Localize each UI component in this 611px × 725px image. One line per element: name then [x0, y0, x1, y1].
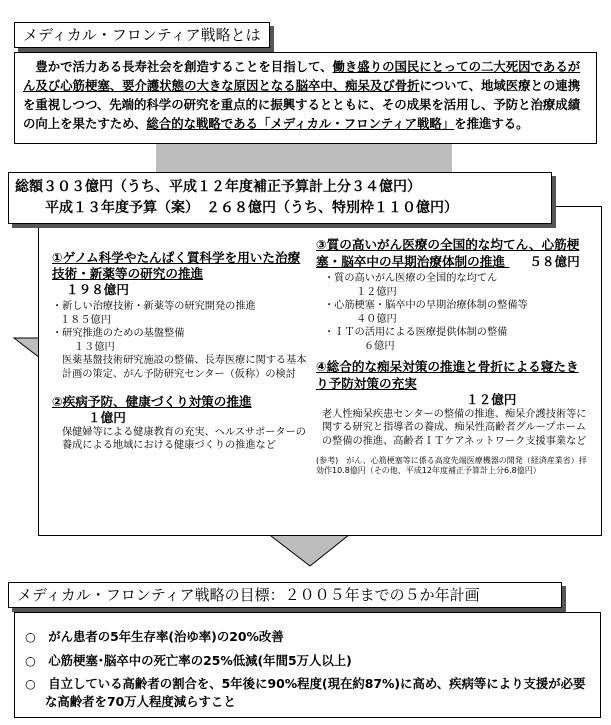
- summary-part-5: を推進する。: [454, 116, 529, 131]
- section-3-bullet-3-amount: ６億円: [364, 340, 395, 352]
- budget-total: 総額３０３億円（うち、平成１２年度補正予算計上分３４億円）: [15, 179, 421, 195]
- section-2-detail: 保健婦等による健康教育の充実、ヘルスサポーターの養成による地域における健康づくりの推進など: [62, 426, 306, 452]
- budget-header-box: [8, 172, 552, 224]
- section-1-heading: ①ゲノム科学やたんぱく質科学を用いた治療技術・新薬等の研究の推進: [52, 250, 301, 281]
- goal-box: [14, 612, 601, 718]
- strategy-title-box: [14, 22, 270, 48]
- section-1-bullet-2: ・研究推進のための基盤整備: [52, 328, 185, 340]
- section-3-bullet-2-amount: ４０億円: [356, 313, 397, 325]
- goal-item-1: ○ がん患者の5年生存率(治ゆ率)の20%改善: [25, 629, 284, 644]
- section-1-bullet-2-amount: １３億円: [74, 341, 115, 353]
- section-3-bullet-2: ・心筋梗塞・脳卒中の早期治療体制の整備等: [324, 300, 528, 312]
- goal-item-2: ○ 心筋梗塞･脳卒中の死亡率の25%低減(年間5万人以上): [25, 653, 352, 668]
- section-4-detail: 老人性痴呆疾患センターの整備の推進、痴呆介護技術等に関する研究と指導者の養成、痴呆性高齢者グループホームの整備の推進、高齢者ＩＴケアネットワーク支援事業など: [322, 408, 587, 447]
- goal-title: メディカル・フロンティア戦略の目標：２００５年までの５か年計画: [17, 586, 480, 604]
- summary-part-1: 豊かで活力ある長寿社会を創造することを目指して、: [23, 59, 333, 74]
- strategy-summary-text: [23, 57, 588, 133]
- section-1-bullet-1: ・新しい治療技術・新薬等の研究開発の推進: [52, 301, 256, 312]
- section-3-amount: ５８億円: [529, 254, 580, 269]
- reference-note: (参考) がん、心筋梗塞等に係る高度先端医療機器の開発（経済産業省）拝効作10.8億円（その他、平成12年度補正予算計上分6.8億円）: [316, 456, 587, 476]
- section-1-bullet-1-amount: １８５億円: [60, 314, 111, 326]
- section-4-heading: ④総合的な痴呆対策の推進と骨折による寝たきり予防対策の充実: [316, 358, 579, 391]
- left-column: [52, 250, 312, 453]
- section-4-amount: １２億円: [466, 391, 517, 407]
- summary-part-2: 働き盛りの国民にとっての二大死因であるがん及び心筋梗塞、要介護状態の大きな原因となる脳卒中、痴呆及び骨折: [23, 59, 581, 93]
- section-3-bullet-1: ・質の高いがん医療の全国的な均てん: [324, 273, 498, 284]
- strategy-summary-box: [14, 52, 597, 144]
- section-2-amount: １億円: [88, 409, 126, 425]
- section-3-heading-text: ③質の高いがん医療の全国的な均てん、心筋梗塞・脳卒中の早期治療体制の推進: [316, 237, 580, 269]
- connector-top: [156, 142, 452, 172]
- goal-title-box: [8, 582, 562, 608]
- summary-part-3: について、地域医療との連携を重視しつつ、先端的科学の研究を重点的に振興するとともに、その成果を活用し、予防と治療成績の向上を果たすため、: [23, 78, 581, 131]
- section-1-bullet-2-detail: 医薬基盤技術研究施設の整備、長寿医療に関する基本計画の策定、がん予防研究センター（仮称）の検討: [62, 355, 307, 380]
- right-column: [316, 236, 588, 476]
- summary-part-4: 総合的な戦略である「メディカル・フロンティア戦略」: [146, 116, 455, 131]
- goal-item-3: ○ 自立している高齢者の割合を、5年後に90%程度(現在約87%)に高め、疾病等により支援が必要な高齢者を70万人程度減らすこと: [25, 676, 586, 709]
- section-3-bullet-3: ・ＩＴの活用による医療提供体制の整備: [324, 327, 508, 339]
- section-1-amount: １９８億円: [66, 282, 129, 297]
- section-2-heading: ②疾病予防、健康づくり対策の推進: [52, 393, 252, 409]
- section-3-bullet-1-amount: １２億円: [356, 286, 397, 298]
- budget-fy13: 平成１３年度予算（案） ２６８億円（うち、特別枠１１０億円）: [45, 200, 458, 216]
- strategy-title: メディカル・フロンティア戦略とは: [23, 26, 261, 44]
- section-3-heading: [316, 236, 588, 270]
